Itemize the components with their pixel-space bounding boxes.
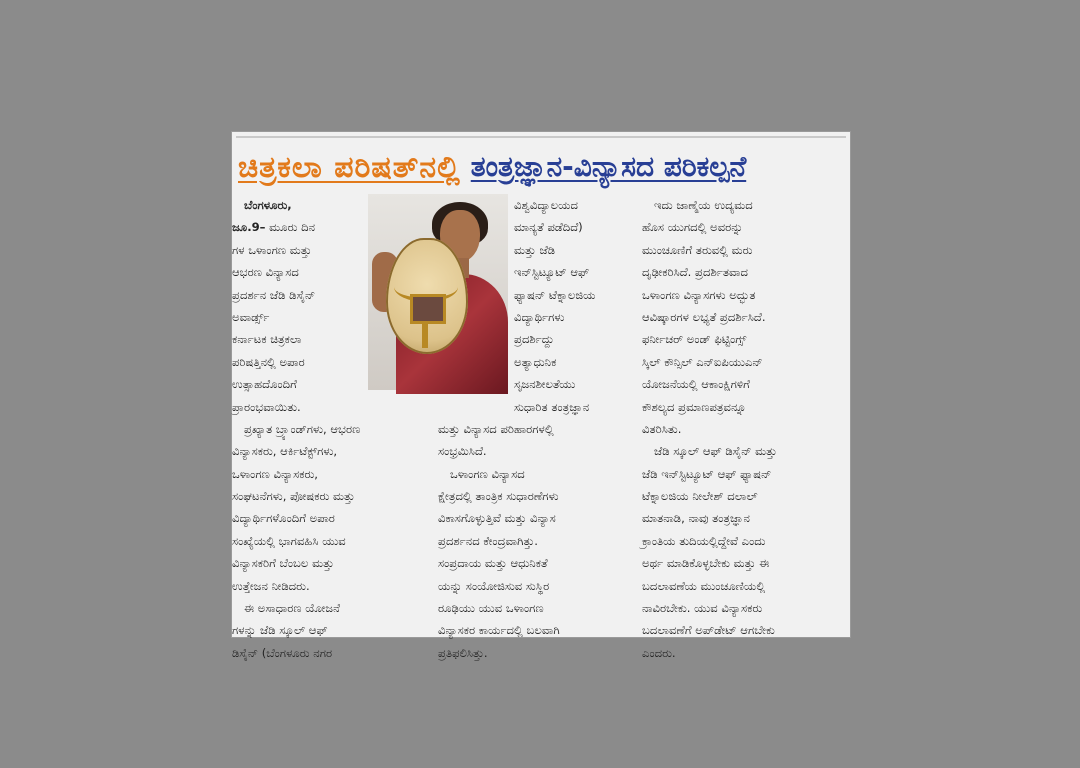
column-line: ಮತ್ತು ವಿನ್ಯಾಸದ ಪರಿಹಾರಗಳಲ್ಲಿ [438, 421, 554, 436]
column-line: ಒಳಾಂಗಣ ವಿನ್ಯಾಸದ [450, 466, 525, 481]
column-line: ದೃಢೀಕರಿಸಿದೆ. ಪ್ರದರ್ಶಿತವಾದ [642, 265, 749, 280]
column-line: ಹೊಸ ಯುಗದಲ್ಲಿ ಅವರನ್ನು [642, 220, 743, 235]
column-line: ವಿತರಿಸಿತು. [642, 421, 682, 436]
column-line: ಮಾನ್ಯತೆ ಪಡೆದಿದೆ) [514, 220, 583, 235]
column-line: ಗಳನ್ನು ಜೆಡಿ ಸ್ಕೂಲ್ ಆಫ್ [232, 623, 328, 638]
column-line: ಮತ್ತು ಜೆಡಿ [514, 242, 556, 257]
column-line: ಇದು ಜಾಣ್ಮೆಯ ಉದ್ಯಮದ [654, 198, 753, 212]
column-line: ಪ್ರಾರಂಭವಾಯಿತು. [232, 399, 301, 414]
column-line: ನಾವಿರಬೇಕು. ಯುವ ವಿನ್ಯಾಸಕರು [642, 601, 763, 616]
column-line: ವಿನ್ಯಾಸಕರ ಕಾರ್ಯದಲ್ಲಿ ಬಲವಾಗಿ [438, 623, 560, 638]
column-line: ಟೆಕ್ನಾಲಜಿಯ ನೀಲೇಶ್ ದಲಾಲ್ [642, 489, 758, 504]
column-line: ಸಂಖ್ಯೆಯಲ್ಲಿ ಭಾಗವಹಿಸಿ ಯುವ [232, 533, 346, 548]
column-line: ಬದಲಾವಣೆಗೆ ಅಪ್‌ಡೇಟ್ ಆಗಬೇಕು [642, 623, 775, 638]
column-line: ಪರಿಷತ್ತಿನಲ್ಲಿ ಅಪಾರ [232, 354, 305, 369]
column-line: ವಿಕಾಸಗೊಳ್ಳುತ್ತಿವೆ ಮತ್ತು ವಿನ್ಯಾಸ [438, 511, 556, 526]
column-line: ಡಿಸೈನ್ (ಬೆಂಗಳೂರು ನಗರ [232, 645, 333, 660]
column-line: ಬದಲಾವಣೆಯ ಮುಂಚೂಣಿಯಲ್ಲಿ [642, 578, 766, 593]
column-line: ವಿನ್ಯಾಸಕರಿಗೆ ಬೆಂಬಲ ಮತ್ತು [232, 556, 334, 571]
column-3 [642, 194, 846, 664]
column-line: ಇನ್‌ಸ್ಟಿಟ್ಯೂಟ್ ಆಫ್ [514, 265, 590, 280]
column-line: ಫ್ಯಾಷನ್ ಟೆಕ್ನಾಲಜಿಯ [514, 287, 596, 302]
column-line: ಪ್ರಖ್ಯಾತ ಬ್ರ್ಯಾಂಡ್‌ಗಳು, ಆಭರಣ [244, 421, 361, 436]
column-line: ರೂಢಿಯು ಯುವ ಒಳಾಂಗಣ [438, 601, 544, 616]
column-line: ಒಳಾಂಗಣ ವಿನ್ಯಾಸಗಳು ಅದ್ಭುತ [642, 287, 756, 302]
column-line: ಕ್ರಾಂತಿಯ ತುದಿಯಲ್ಲಿದ್ದೇವೆ ಎಂದು [642, 533, 766, 548]
column-line: ಜೆಡಿ ಇನ್‌ಸ್ಟಿಟ್ಯೂಟ್ ಆಫ್ ಫ್ಯಾಷನ್ [642, 466, 772, 481]
column-line: ಕರ್ನಾಟಕ ಚಿತ್ರಕಲಾ [232, 332, 302, 347]
column-line: ಜೂ.9– ಮೂರು ದಿನ [232, 220, 316, 235]
column-line: ಯನ್ನು ಸಂಯೋಜಿಸುವ ಸುಸ್ಥಿರ [438, 578, 550, 593]
column-line: ಈ ಅಸಾಧಾರಣ ಯೋಜನೆ [244, 601, 341, 616]
column-line: ಫರ್ನೀಚರ್ ಅಂಡ್ ಫಿಟ್ಟಿಂಗ್ಸ್ [642, 332, 747, 347]
column-line: ಮಾತನಾಡಿ, ನಾವು ತಂತ್ರಜ್ಞಾನ [642, 511, 751, 526]
dateline-place: ಬೆಂಗಳೂರು, [244, 198, 292, 212]
column-line: ವಿದ್ಯಾರ್ಥಿಗಳು [514, 309, 565, 324]
column-line: ಯೋಜನೆಯಲ್ಲಿ ಆಕಾಂಕ್ಷಿಗಳಿಗೆ [642, 377, 750, 392]
headline [238, 144, 844, 190]
column-line: ಮುಂಚೂಣಿಗೆ ತರುವಲ್ಲಿ ಮರು [642, 242, 753, 257]
column-line: ಜೆಡಿ ಸ್ಕೂಲ್ ಆಫ್ ಡಿಸೈನ್ ಮತ್ತು [654, 444, 777, 459]
column-line: ಪ್ರದರ್ಶನ ಜೆಡಿ ಡಿಸೈನ್ [232, 287, 316, 302]
column-line: ಆಭರಣ ವಿನ್ಯಾಸದ [232, 265, 299, 280]
column-line: ಸಂಪ್ರದಾಯ ಮತ್ತು ಆಧುನಿಕತೆ [438, 556, 548, 571]
column-line: ಸುಧಾರಿತ ತಂತ್ರಜ್ಞಾನ [514, 399, 590, 414]
column-line: ಒಳಾಂಗಣ ವಿನ್ಯಾಸಕರು, [232, 466, 318, 481]
column-line: ಪ್ರದರ್ಶಿದ್ದು [514, 332, 555, 347]
column-line: ಉತ್ತೇಜನ ನೀಡಿದರು. [232, 578, 310, 593]
column-line: ಗಳ ಒಳಾಂಗಣ ಮತ್ತು [232, 242, 312, 257]
column-line: ಎಂದರು. [642, 645, 676, 660]
column-line: ಉತ್ಸಾಹದೊಂದಿಗೆ [232, 377, 297, 392]
headline-part-2: ತಂತ್ರಜ್ಞಾನ-ವಿನ್ಯಾಸದ ಪರಿಕಲ್ಪನೆ [470, 150, 747, 183]
column-line: ಅವಾರ್ಡ್ಸ್ [232, 309, 270, 324]
column-2 [438, 194, 636, 664]
column-line: ಪ್ರತಿಫಲಿಸಿತ್ತು. [438, 645, 488, 660]
column-line: ಸೃಜನಶೀಲತೆಯು [514, 377, 576, 392]
column-1 [232, 194, 432, 664]
column-line: ಪ್ರದರ್ಶನದ ಕೇಂದ್ರವಾಗಿತ್ತು. [438, 533, 538, 548]
column-line: ಅತ್ಯಾಧುನಿಕ [514, 354, 557, 369]
headline-part-1: ಚಿತ್ರಕಲಾ ಪರಿಷತ್‌ನಲ್ಲಿ [238, 149, 461, 185]
column-line: ಅರ್ಥ ಮಾಡಿಕೊಳ್ಳಬೇಕು ಮತ್ತು ಈ [642, 556, 770, 571]
newspaper-clipping [232, 132, 850, 660]
column-line: ಕೌಶಲ್ಯದ ಪ್ರಮಾಣಪತ್ರವನ್ನೂ [642, 399, 747, 414]
column-line: ಸಂಘಟನೆಗಳು, ಪೋಷಕರು ಮತ್ತು [232, 489, 355, 504]
column-line: ಸಂಭ್ರಮಿಸಿದೆ. [438, 444, 487, 459]
column-line: ವಿಶ್ವವಿದ್ಯಾಲಯದ [514, 198, 578, 212]
column-line: ಆವಿಷ್ಕಾರಗಳ ಲಭ್ಯತೆ ಪ್ರದರ್ಶಿಸಿದೆ. [642, 309, 766, 324]
column-line: ಸ್ಕಿಲ್ ಕೌನ್ಸಿಲ್ ಎನ್‌ಐಪಿಯುಎನ್ [642, 354, 763, 369]
column-line: ವಿನ್ಯಾಸಕರು, ಆರ್ಕಿಟೆಕ್ಟ್‌ಗಳು, [232, 444, 338, 459]
column-line: ಕ್ಷೇತ್ರದಲ್ಲಿ ತಾಂತ್ರಿಕ ಸುಧಾರಣೆಗಳು [438, 489, 559, 504]
top-rule [236, 136, 846, 138]
column-line: ವಿದ್ಯಾರ್ಥಿಗಳೊಂದಿಗೆ ಅಪಾರ [232, 511, 335, 526]
